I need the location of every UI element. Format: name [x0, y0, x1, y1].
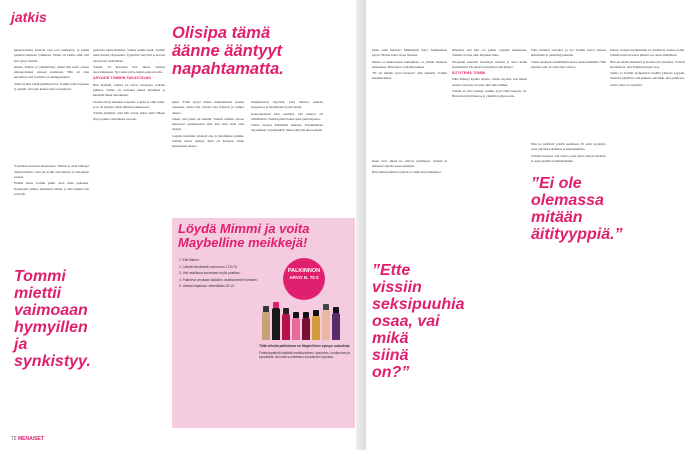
subheading: ÄITIYTEMÄ TOMMI	[452, 71, 486, 76]
paragraph: kuherrusviikot kestivät vain pari kuukautta, ja elämä palautui arkiseen rytmiinsä. Vaimo oli tarkka siitä, että koti pysyi siistinä.	[14, 48, 89, 63]
paragraph: Martta ei kiinnostanut kumpikaan, ei yhtään tilanteen tarkastelua. Hän kertoi ystävälle kaiken.	[372, 59, 447, 69]
paragraph: Vuodet olivat kuluneet nopeasti. Lapsia ei ollut tullut, ja se oli jättänyt oman jälkensä suhteeseen.	[93, 99, 165, 109]
promo-step: 3. Voit osallistua arvontaan myös postitse.	[179, 271, 241, 275]
pull-quote-4: ”Ei ole olemassa mitään äitityyppiä.”	[531, 175, 623, 243]
badge-line-1: PALKINNON	[287, 268, 321, 274]
pull-quote-3: ”Ette vissiin seksipuuhia osaa, vai mikä siinä on?”	[372, 262, 465, 381]
article-column-8	[610, 48, 685, 434]
promo-step: 5. Vastaa kilpailuun viimeistään 29.10.	[179, 284, 235, 288]
paragraph: Vaimo suostui lähtemään mukaan. Ensimmäinen tapaaminen oli jännittävä, mutta siitä tuli alku uudelle.	[251, 123, 323, 133]
paragraph: Ystäväkin huomasi muutoksen. Tommi ei enää lähtenyt illanviettoihin, vaan jäi kotiin siivoamaan ja laittamaan ruokaa.	[14, 164, 89, 179]
promo-step: 1. Etsi Mimmi.	[179, 258, 200, 262]
promo-lead: Tällä viikolla palkintona on Maybellinen syksyn uutuuksia.	[259, 344, 351, 348]
paragraph: paikoista hymyilemässä. Vaikka kaikki sujui, Tommi tunsi itsensä väsyneeksi. Työpäivät venyivät ja kotona odotti uusi tehtävälista.	[93, 48, 165, 63]
page-gutter	[356, 0, 366, 450]
promo-step: 2. Lähetä tekstiviesti numeroon 173175.	[179, 264, 238, 269]
promo-body: Palkintopaketti sisältää meikkivoiteen, ripsivärin, huulipunan ja kynsilakat. Arvonta suoritetaan kuukauden lopussa.	[259, 350, 350, 359]
author-note: Jutun nimet on muutettu.	[610, 82, 643, 87]
paragraph: Lopulta istuimme yhdessä alas ja juttelimme pitkään. Tommi kertoi kaiken, mitä oli kokenut viime kuukausien aikana.	[172, 133, 244, 149]
paragraph: Tiesin, että jotain oli tekeillä. Tommi vaikutti olevan jatkuvasti ajatuksissaan eikä hän ollut enää oma itsensä.	[172, 116, 244, 132]
paragraph: Terapeutti kuunteli molempia tarkasti ja antoi heille kotitehtäviä. He alkoivat kirjoittaa päiväkirjaa.	[452, 59, 527, 69]
paragraph: Puolet vuoden myöhemmin he muuttivat uuteen kotiin. Tommi tunsi olevansa jälleen osa omaa elämäänsä.	[610, 48, 685, 58]
magazine-name: MENAISET	[17, 436, 44, 442]
paragraph: Vaimo halusi tehdä päätökset itse. Tommi yritti sopeutua ja ajatteli, että ajan kanssa asiat tasaantuvat.	[14, 81, 89, 92]
paragraph: Kokoaikaisesti kävi selväksi, että muutos oli välttämätön. Tommi päätti hakea apua pariterapiasta.	[251, 111, 323, 121]
nail-polish-pink	[292, 318, 300, 340]
promo-steps	[179, 258, 269, 291]
paragraph: Eräänä iltana Tommi päätti ottaa asian puheeksi. Keskustelu päättyi kuitenkin riitaan, ja hän nukkui yön sohvalla.	[14, 181, 89, 196]
paragraph: Puhe kääntyi lopulta lapsiin. Vaimo myönsi, että hänen suurin toiveensa oli aina ollut tulla äidiksi.	[452, 77, 527, 87]
pull-quote-1: Tommi miettii vaimoaan hymyillen ja synkistyy.	[14, 268, 91, 370]
article-column-2	[93, 48, 165, 434]
paragraph: Hän sai tehdä päätöksiä ja kodista tuli yhteinen. Ystävät huomasivat, että Tommi hymyili taas.	[610, 59, 685, 69]
paragraph: Niin he päättivät yrittää uudelleen. Ei enää syyttelyä, vaan yhteistä pohdintaa ja kuuntelemista.	[531, 142, 606, 152]
article-column-4	[251, 100, 323, 215]
badge-line-2: ARVO N. 70 €	[289, 275, 319, 280]
mascara-tube	[272, 308, 280, 340]
paragraph: Tommi ei ollut tiennyt, kuinka syvä tämä kaipaus oli. Hän tunsi myötätuntoa ja ymmärsi paljon uutta.	[452, 89, 527, 99]
paragraph: puhu. Yritin kysyä hänen kuulumisiaan useaan otteeseen, mutta hän vastasi vain lyhyesti ja vaihtoi aihetta.	[172, 100, 244, 115]
promo-step: 4. Palkinnot arvotaan kaikkien osallistuneiden kesken.	[179, 277, 258, 282]
paragraph: ”Ei ole mitään syytä huoleen”, hän vakuutti. Tommi kuunteli hiljaa.	[372, 71, 447, 81]
paragraph: manipuloivaa käytöstä, joka haittasi suhteen tasapainoa ja molempien hyvinvointia.	[251, 100, 323, 110]
paragraph: Tommi huomasi, että vaimo osasi myös nauraa itselleen ja arjen pienille kommelluksille.	[531, 153, 606, 164]
category-label: jatkis	[11, 9, 47, 25]
prize-badge	[283, 258, 325, 300]
article-column-6	[452, 48, 527, 434]
pull-space	[14, 93, 89, 163]
subheading: ARVASIN TOMMIN PAKASTAVAN	[93, 76, 152, 81]
promo-description	[259, 344, 351, 360]
paragraph: Hän päätti keskittyä työhön ja omiin harrastuksiinsa.	[372, 170, 442, 175]
nail-polish-burgundy	[302, 318, 310, 340]
nail-polish-gold	[312, 316, 320, 340]
paragraph: Tommi ymmärsi, ettei hän voinut jatkaa näin. Hänen täytyi puhua vaimolleen suoraan.	[93, 111, 165, 121]
paragraph: tärkeintä, että hän voi puhua vapaasti tunteistaan. Tommi oli aina ollut hiljainen mies.	[452, 48, 527, 58]
powder-compact	[322, 310, 330, 340]
page-number: 72	[11, 436, 17, 442]
paragraph: Aluksi Tommi ei ymmärtänyt, miksi hän tunsi olonsa ulkopuoliseksi omassa kodissaan. Hän oli aina kuvitellut, että avioliitto on kumppanuutta.	[14, 64, 89, 80]
pull-quote-2: Olisipa tämä äänne ääntyyt napahtamatta.	[172, 24, 284, 78]
paragraph: Vaimo kuunteli ensimmäistä kertaa keskeyttämättä. Hän myönsi, että oli ollut liian vaativa.	[531, 59, 606, 69]
paragraph: Hän muisteli, kuinka he olivat tavanneet ystävän juhlissa. Vaimo oli nauranut hänen jutuilleen ja kutsunut hänet tanssimaan.	[93, 82, 165, 98]
article-column-1	[14, 48, 89, 434]
article-column-3	[172, 100, 244, 215]
product-lineup	[260, 302, 350, 340]
pull-space	[531, 71, 606, 141]
foundation-bottle	[262, 312, 270, 340]
promo-heading: Löydä Mimmi ja voita Maybelline meikkejä!	[178, 221, 310, 250]
paragraph: Kuka tiesi, miten he olisivat pärjänneet. Tommi ei halunnut ajatella asiaa enempää.	[372, 158, 447, 169]
paragraph: Puhe muuttui suoraksi, ja nyt Tommi kertoi omasta ikävästään ja yksinäisyydestään.	[531, 48, 606, 58]
eyeliner	[332, 313, 340, 340]
page-footer	[11, 436, 44, 442]
pull-space	[372, 83, 447, 158]
paragraph: Onko sulla mennyt? Mimmeistä tein?, Mimmeinen kysyi? Martta sanoi aivan iloisena.	[372, 48, 447, 58]
lipstick	[282, 314, 290, 340]
paragraph: Tommi oli ihastunut heti alussa vaimon itsevarmuuteen. Nyt sama piirre tuntui painostavalta.	[93, 64, 165, 75]
paragraph: Vaimo ja Tommi matkustivat kesällä yhdessä Lappiin. Siellä he päättivät, että kaikesta selvitään, kun puhutaan.	[610, 71, 685, 81]
